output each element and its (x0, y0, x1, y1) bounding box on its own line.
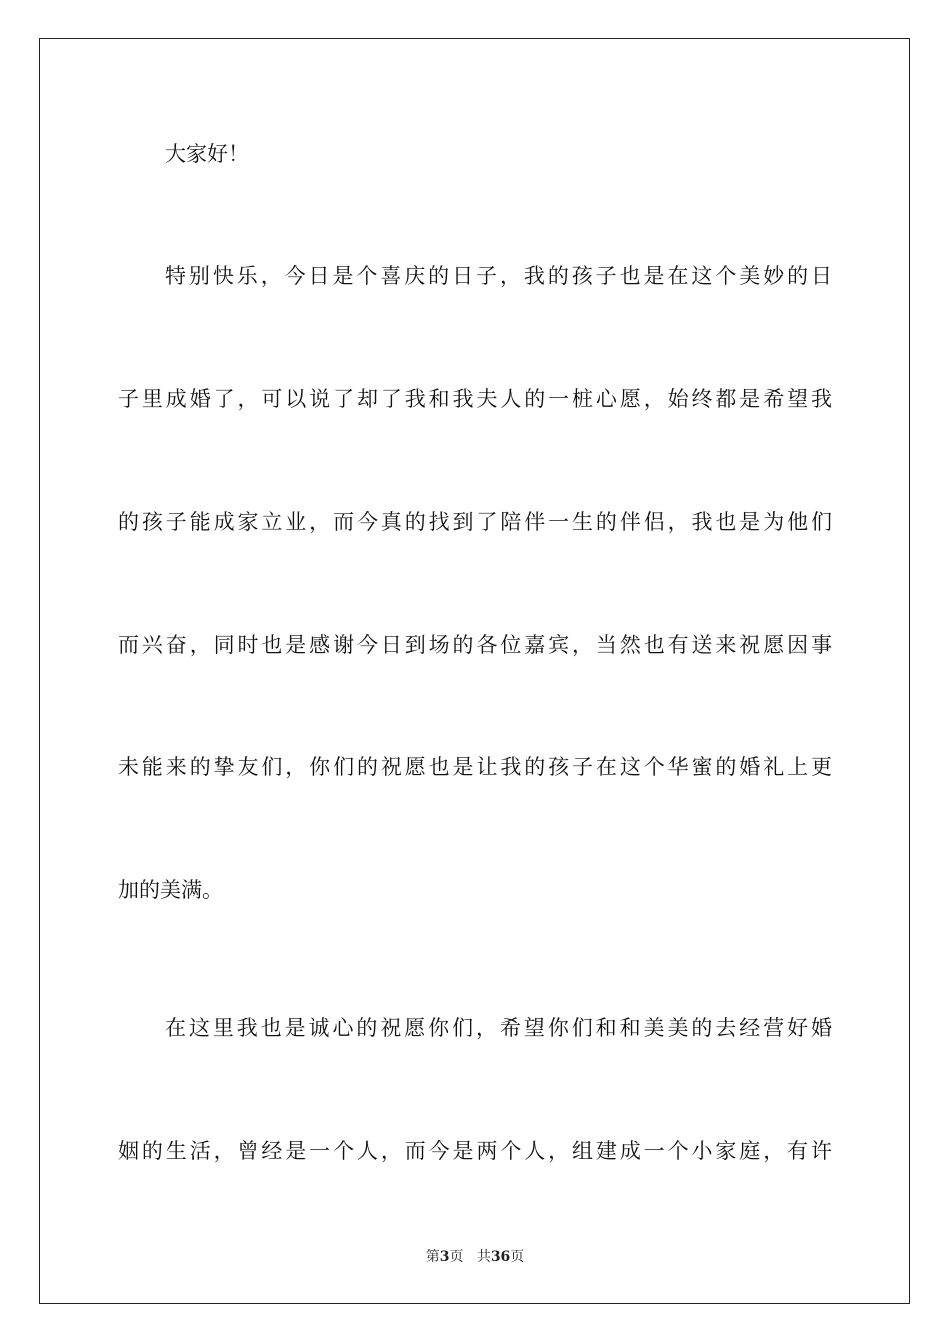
total-suffix: 页 (510, 1249, 525, 1265)
page-suffix: 页 (449, 1249, 464, 1265)
paragraph-1-line-3: 的孩子能成家立业，而今真的找到了陪伴一生的伴侣，我也是为他们 (118, 510, 832, 534)
paragraph-1-line-6: 加的美满。 (118, 878, 223, 902)
paragraph-1-line-5: 未能来的挚友们，你们的祝愿也是让我的孩子在这个华蜜的婚礼上更 (118, 755, 832, 779)
paragraph-1-line-4: 而兴奋，同时也是感谢今日到场的各位嘉宾，当然也有送来祝愿因事 (118, 633, 832, 657)
greeting-line: 大家好！ (165, 142, 249, 166)
paragraph-1-line-2: 子里成婚了，可以说了却了我和我夫人的一桩心愿，始终都是希望我 (118, 387, 832, 411)
page-border (39, 38, 910, 1304)
page-prefix: 第 (425, 1249, 440, 1265)
total-pages: 36 (490, 1249, 511, 1265)
page-footer (0, 1248, 950, 1266)
total-prefix: 共 (476, 1249, 491, 1265)
paragraph-2-line-1: 在这里我也是诚心的祝愿你们，希望你们和和美美的去经营好婚 (165, 1016, 832, 1040)
paragraph-2-line-2: 姻的生活，曾经是一个人，而今是两个人，组建成一个小家庭，有许 (118, 1139, 832, 1163)
paragraph-1-line-1: 特别快乐，今日是个喜庆的日子，我的孩子也是在这个美妙的日 (165, 264, 832, 288)
page-number: 3 (439, 1249, 450, 1265)
